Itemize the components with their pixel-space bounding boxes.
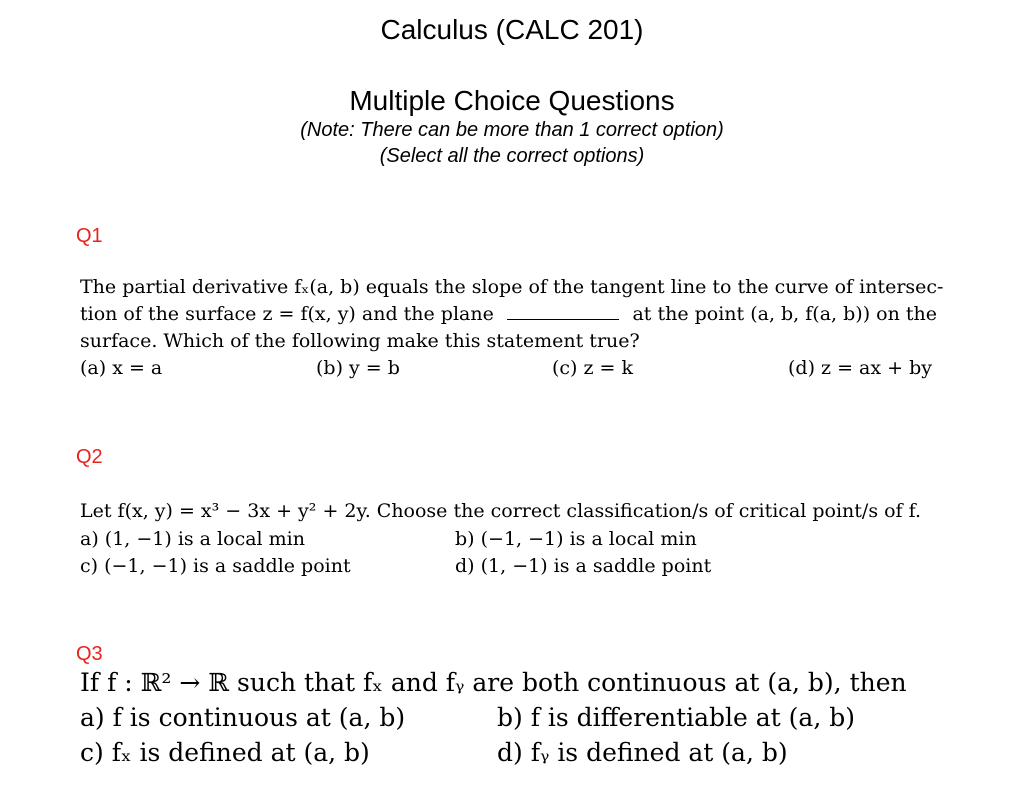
q3-option-a[interactable]: a) f is continuous at (a, b) — [80, 703, 406, 732]
q1-line2-part-a: tion of the surface z = f(x, y) and the plane — [80, 303, 494, 325]
q1-text-line-2 — [80, 301, 937, 328]
q3-option-c[interactable]: c) fₓ is defined at (a, b) — [80, 738, 370, 767]
q2-label: Q2 — [76, 446, 103, 468]
q1-option-a[interactable]: (a) x = a — [80, 357, 163, 379]
q1-line2-part-b: at the point (a, b, f(a, b)) on the — [632, 303, 937, 325]
q1-option-d[interactable]: (d) z = ax + by — [788, 357, 932, 379]
q2-option-a[interactable]: a) (1, −1) is a local min — [80, 528, 305, 550]
q2-option-c[interactable]: c) (−1, −1) is a saddle point — [80, 555, 351, 577]
q3-label: Q3 — [76, 643, 103, 665]
q3-option-b[interactable]: b) f is differentiable at (a, b) — [497, 703, 855, 732]
q2-option-b[interactable]: b) (−1, −1) is a local min — [455, 528, 697, 550]
q1-text-line-1: The partial derivative fₓ(a, b) equals the slope of the tangent line to the curve of intersec- — [80, 276, 944, 298]
q2-stem: Let f(x, y) = x³ − 3x + y² + 2y. Choose the correct classification/s of critical point/s of f. — [80, 500, 922, 522]
q1-blank — [507, 305, 619, 320]
q3-option-d[interactable]: d) fᵧ is defined at (a, b) — [497, 738, 788, 767]
q1-label: Q1 — [76, 225, 103, 247]
note-line-2: (Select all the correct options) — [379, 145, 645, 167]
q2-option-d[interactable]: d) (1, −1) is a saddle point — [455, 555, 712, 577]
note-line-1: (Note: There can be more than 1 correct option) — [300, 119, 724, 141]
q1-option-b[interactable]: (b) y = b — [316, 357, 400, 379]
page-subtitle: Multiple Choice Questions — [349, 85, 675, 116]
q1-option-c[interactable]: (c) z = k — [552, 357, 634, 379]
q3-stem: If f : ℝ² → ℝ such that fₓ and fᵧ are both continuous at (a, b), then — [80, 668, 907, 697]
q1-text-line-3: surface. Which of the following make this statement true? — [80, 330, 640, 352]
page-title: Calculus (CALC 201) — [380, 14, 644, 45]
